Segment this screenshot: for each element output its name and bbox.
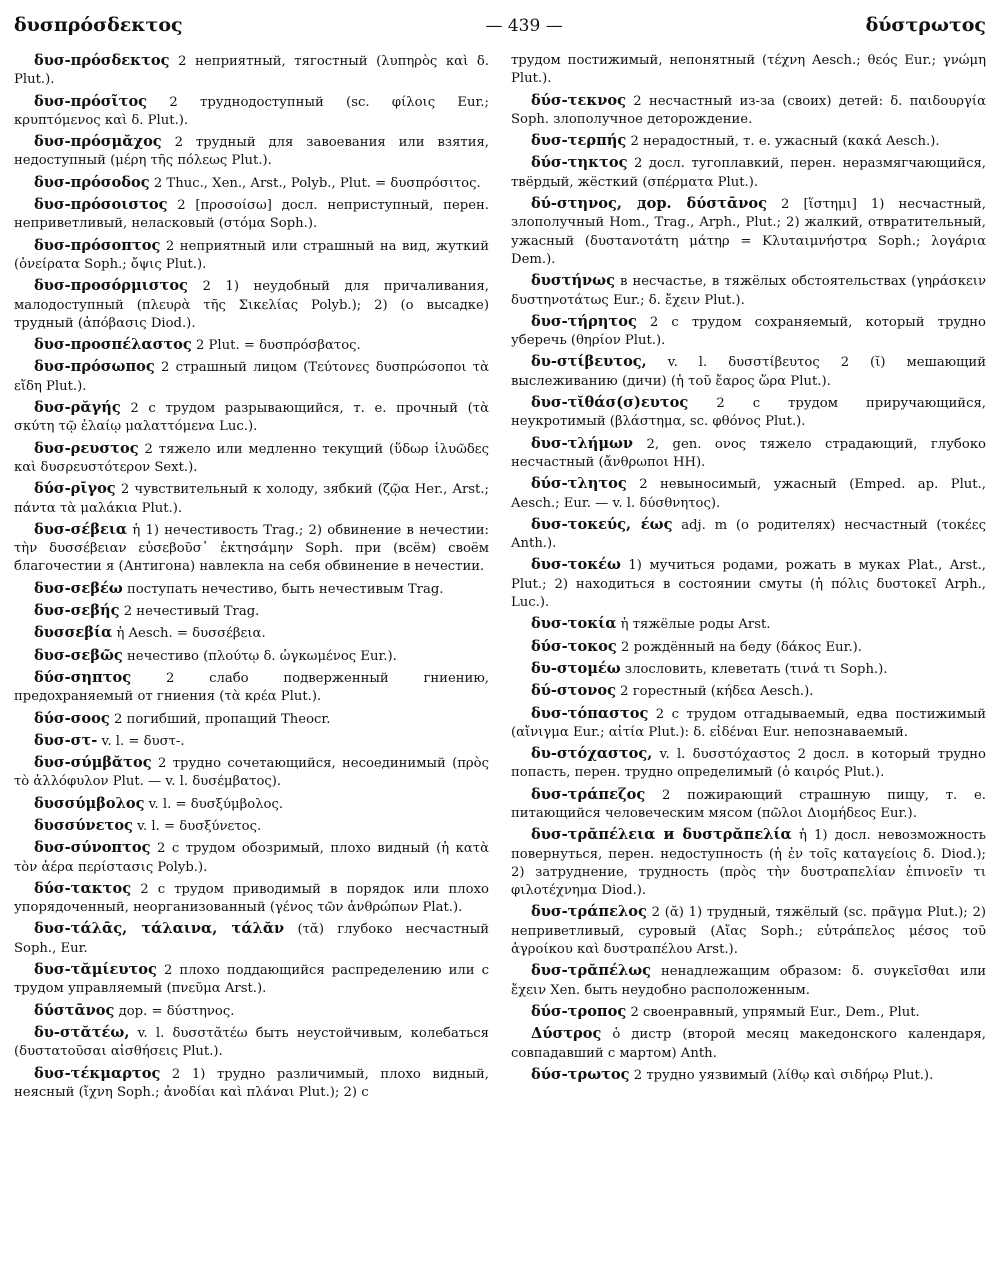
- entry-definition: 2 трудно уязвимый (λίθῳ καὶ σιδήρῳ Plut.).: [629, 1067, 934, 1083]
- dictionary-entry: [511, 195, 986, 269]
- dictionary-entry: [14, 52, 489, 90]
- dictionary-entry: [14, 754, 489, 792]
- dictionary-entry: [511, 962, 986, 1000]
- entry-headword: δύσ-σηπτος: [34, 668, 132, 686]
- entry-definition: 2 горестный (κήδεα Aesch.).: [615, 684, 814, 700]
- entry-definition: ἡ Aesch. = δυσσέβεια.: [112, 626, 266, 642]
- entry-definition: 2 [προσοίσω] досл. неприступный, перен. неприветливый, неласковый (στόμα Soph.).: [14, 198, 489, 232]
- entry-definition: v. l. = δυσξύμβολος.: [144, 796, 284, 812]
- entry-headword: δυσ-τρᾰπέλεια и δυστρᾰπελία: [531, 826, 792, 844]
- entry-headword: δυσ-πρόσδεκτος: [34, 52, 170, 69]
- entry-headword: δυ-στόχαστος,: [531, 745, 653, 763]
- entry-headword: δυ-στομέω: [531, 659, 621, 677]
- entry-headword: δυ-στίβευτος,: [531, 353, 647, 371]
- entry-definition: 2 трудно сочетающийся, несоединимый (πρὸς τὸ ἀλλόφυλον Plut. — v. l. δυσέμβατος).: [14, 756, 489, 790]
- entry-definition: ἡ тяжёлые роды Arst.: [616, 617, 771, 633]
- entry-headword: δυσ-ρευστος: [34, 439, 139, 457]
- entry-definition: 2 труднодоступный (sc. φίλοις Eur.; κρυπτόμενος καὶ δ. Plut.).: [14, 94, 489, 128]
- entry-definition: v. l. = δυστ-.: [97, 733, 185, 749]
- entry-headword: δυσ-τοκία: [531, 615, 617, 633]
- entry-definition: 2 1) неудобный для причаливания, малодоступный (πλευρὰ τῆς Σικελίας Polyb.); 2) (о высадке) трудный (ἀπόβασις Diod.).: [14, 279, 489, 331]
- entry-definition: 2 страшный лицом (Τεύτονες δυσπρώσοποι τὰ εἴδη Plut.).: [14, 360, 489, 394]
- dictionary-entry: [511, 1025, 986, 1063]
- dictionary-entry: [14, 174, 489, 193]
- entry-definition: ненадлежащим образом: δ. συγκεῖσθαι или ἔχειν Xen. быть неудобно расположенным.: [511, 964, 986, 998]
- entry-definition: 2 слабо подверженный гниению, предохраняемый от гниения (τὰ κρέα Plut.).: [14, 670, 489, 705]
- entry-headword: δυ-στᾰτέω,: [34, 1023, 130, 1041]
- entry-definition: 2 неприятный или страшный на вид, жуткий (ὀνείρατα Soph.; ὄψις Plut.).: [14, 238, 489, 272]
- dictionary-entry: [511, 1003, 986, 1022]
- entry-headword: δυσ-τέκμαρτος: [34, 1064, 161, 1082]
- entry-headword: δυσ-πρόσοδος: [34, 173, 150, 191]
- entry-headword: δύ-στονος: [531, 682, 616, 700]
- page-number: — 439 —: [485, 16, 563, 36]
- entry-definition: дор. = δύστηνος.: [114, 1003, 235, 1019]
- two-column-body: [14, 52, 986, 1105]
- entry-definition: 2 неприятный, тягостный (λυπηρὸς καὶ δ. Plut.).: [14, 54, 489, 88]
- entry-definition: ὁ дистр (второй месяц македонского календаря, совпадавший с мартом) Anth.: [511, 1027, 986, 1061]
- dictionary-entry: [14, 480, 489, 518]
- dictionary-entry: [14, 580, 489, 599]
- entry-definition: adj. m (о родителях) несчастный (τοκέες Anth.).: [511, 517, 986, 552]
- entry-definition: 2 с трудом приводимый в порядок или плохо упорядоченный, неорганизованный (γένος τῶν ἀνθρώπων Plat.).: [14, 881, 489, 916]
- dictionary-entry: [14, 920, 489, 958]
- dictionary-entry: [511, 435, 986, 473]
- entry-definition: 2 с трудом обозримый, плохо видный (ἡ κατὰ τὸν ἀέρα περίστασις Polyb.).: [14, 841, 489, 875]
- dictionary-entry: [14, 817, 489, 836]
- entry-headword: δυσ-σέβεια: [34, 520, 128, 538]
- entry-definition: 2 с трудом разрывающийся, т. е. прочный (τὰ σκύτη τῷ ἐλαίῳ μαλαττόμενα Luc.).: [14, 401, 489, 435]
- entry-headword: δυσσύνετος: [34, 816, 133, 834]
- entry-headword: δυσ-πρόσοπτος: [34, 236, 161, 254]
- entry-headword: δυσσύμβολος: [34, 794, 145, 812]
- entry-headword: δυσ-προσπέλαστος: [34, 336, 192, 354]
- entry-headword: δύσ-τακτος: [34, 879, 132, 897]
- entry-headword: δύσ-τλητος: [531, 475, 627, 493]
- entry-definition: ἡ 1) нечестивость Trag.; 2) обвинение в нечестии: τὴν δυσσέβειαν εὐσεβοῦσ᾽ ἐκτησάμην Soph. при (всём) своём благочестии я (Антигона) навлекла на себя обвинение в нечестии.: [14, 522, 489, 575]
- entry-definition: 2 своенравный, упрямый Eur., Dem., Plut.: [626, 1004, 920, 1020]
- dictionary-entry: [511, 92, 986, 130]
- entry-definition: 2 Thuc., Xen., Arst., Polyb., Plut. = δυσπρόσιτος.: [149, 175, 481, 191]
- entry-headword: δυσ-τερπής: [531, 132, 627, 150]
- entry-headword: δυσ-τοκέω: [531, 556, 621, 574]
- entry-headword: δυσ-πρόσοιστος: [34, 196, 168, 214]
- entry-headword: δύσ-ρῑγος: [34, 480, 116, 498]
- dictionary-entry: [511, 132, 986, 151]
- entry-definition: 2 несчастный из-за (своих) детей: δ. παιδουργία Soph. злополучное деторождение.: [511, 93, 986, 127]
- entry-headword: δυσ-πρόσῖτος: [34, 92, 148, 110]
- entry-definition: 2 Plut. = δυσπρόσβατος.: [191, 338, 361, 354]
- entry-headword: δυσ-τήρητος: [531, 312, 637, 330]
- entry-headword: δυσ-τᾰμίευτος: [34, 961, 157, 979]
- dictionary-entry: [511, 745, 986, 783]
- entry-definition: в несчастье, в тяжёлых обстоятельствах (γηράσκειν δυστηνοτάτως Eur.; δ. ἔχειν Plut.).: [511, 274, 986, 308]
- dictionary-entry: [511, 353, 986, 391]
- entry-definition: 2 плохо поддающийся распределению или с трудом управляемый (πνεῦμα Arst.).: [14, 963, 489, 997]
- entry-definition: 2 с трудом отгадываемый, едва постижимый (αἴνιγμα Eur.; αἰτία Plut.): δ. εἰδέναι Eur. непознаваемый.: [511, 706, 986, 740]
- entry-definition: 2 невыносимый, ужасный (Emped. ap. Plut., Aesch.; Eur. — v. l. δύσθνητος).: [511, 477, 986, 511]
- entry-headword: δυσ-τράπεζος: [531, 785, 646, 803]
- dictionary-entry: [14, 961, 489, 999]
- dictionary-entry: [14, 399, 489, 437]
- dictionary-entry: [14, 669, 489, 707]
- entry-headword: δυσ-στ-: [34, 731, 98, 749]
- dictionary-entry: [14, 358, 489, 396]
- entry-headword: δύσ-τεκνος: [531, 91, 627, 109]
- dictionary-entry: [511, 615, 986, 634]
- entry-definition: v. l. = δυσξύνετος.: [132, 818, 262, 834]
- dictionary-entry: [511, 660, 986, 679]
- dictionary-entry: [511, 394, 986, 432]
- dictionary-entry: [14, 196, 489, 234]
- entry-definition: 2, gen. ονος тяжело страдающий, глубоко несчастный (ἄνθρωποι HH).: [511, 436, 986, 470]
- entry-definition: 2 нечестивый Trag.: [119, 604, 260, 620]
- dictionary-entry: [14, 1002, 489, 1021]
- dictionary-entry: [14, 710, 489, 729]
- dictionary-entry: [511, 1066, 986, 1085]
- entry-headword: δυσ-τοκεύς, έως: [531, 515, 673, 533]
- entry-headword: δυσ-προσόρμιστος: [34, 277, 188, 295]
- right-column: [511, 52, 986, 1105]
- entry-definition: 2 погибший, пропащий Theocr.: [109, 711, 331, 727]
- dictionary-entry: [511, 826, 986, 900]
- entry-headword: δυσ-σεβής: [34, 602, 120, 620]
- entry-headword: δυσ-πρόσμᾰχος: [34, 133, 162, 151]
- entry-definition: 2 трудный для завоевания или взятия, недоступный (μέρη τῆς πόλεως Plut.).: [14, 135, 489, 169]
- entry-headword: δύσ-σοος: [34, 709, 110, 727]
- entry-headword: δυσ-τόπαστος: [531, 704, 649, 722]
- dictionary-entry: [14, 1024, 489, 1062]
- entry-headword: δύσ-τροπος: [531, 1002, 627, 1020]
- dictionary-entry: [14, 521, 489, 577]
- entry-definition: трудом постижимый, непонятный (τέχνη Aesch.; θεός Eur.; γνώμη Plut.).: [511, 53, 986, 87]
- entry-headword: δύσ-τρωτος: [531, 1065, 630, 1083]
- entry-headword: δυσ-τράπελος: [531, 903, 647, 921]
- entry-headword: δυσ-τῐθάσ(σ)ευτος: [531, 394, 689, 412]
- entry-definition: (τᾰ) глубоко несчастный Soph., Eur.: [14, 922, 489, 956]
- dictionary-entry: [14, 277, 489, 333]
- entry-headword: δύστᾱνος: [34, 1001, 115, 1019]
- entry-definition: 2 с трудом сохраняемый, который трудно уберечь (θηρίον Plut.).: [511, 314, 986, 349]
- entry-headword: δύσ-τηκτος: [531, 154, 628, 172]
- entry-headword: δυσσεβία: [34, 624, 113, 642]
- entry-headword: δυσ-τρᾰπέλως: [531, 962, 651, 980]
- running-header: [14, 14, 986, 50]
- entry-definition: нечестиво (πλούτῳ δ. ὠγκωμένος Eur.).: [122, 648, 397, 664]
- entry-headword: δυσ-πρόσωπος: [34, 358, 155, 376]
- dictionary-entry: [511, 786, 986, 824]
- dictionary-entry: [14, 624, 489, 643]
- dictionary-entry: [511, 154, 986, 192]
- entry-headword: δυσ-τάλᾱς, τάλαινα, τάλᾰν: [34, 920, 285, 938]
- entry-headword: δυσ-τλήμων: [531, 434, 634, 452]
- dictionary-entry: [14, 1065, 489, 1103]
- entry-headword: δυστήνως: [531, 272, 615, 290]
- entry-definition: 2 рождённый на беду (δάκος Eur.).: [616, 639, 862, 655]
- dictionary-entry: [511, 556, 986, 612]
- entry-definition: v. l. δυσστᾰτέω быть неустойчивым, колебаться (δυστατοῦσαι αἰσθήσεις Plut.).: [14, 1025, 489, 1060]
- dictionary-entry: [511, 272, 986, 310]
- dictionary-entry: [14, 133, 489, 171]
- dictionary-entry: [14, 336, 489, 355]
- entry-headword: δύ-στηνος, дор. δύστᾱνος: [531, 195, 767, 213]
- entry-definition: 1) мучиться родами, рожать в муках Plat., Arst., Plut.; 2) находиться в состоянии смуты (ἡ πόλις δυστοκεῖ Arph., Luc.).: [511, 558, 986, 611]
- entry-definition: 2 с трудом приручающийся, неукротимый (βλάστημα, sc. φθόνος Plut.).: [511, 396, 986, 430]
- dictionary-entry: [14, 839, 489, 877]
- entry-definition: 2 1) трудно различимый, плохо видный, неясный (ἴχνη Soph.; ἀνοδίαι καὶ πλάναι Plut.); 2) с: [14, 1066, 489, 1100]
- entry-definition: v. l. δυσστόχαστος 2 досл. в который трудно попасть, перен. трудно определимый (ὁ καιρός Plut.).: [511, 747, 986, 781]
- entry-definition: злословить, клеветать (τινά τι Soph.).: [620, 661, 888, 677]
- dictionary-entry: [14, 440, 489, 478]
- dictionary-entry: [14, 795, 489, 814]
- dictionary-entry: [14, 647, 489, 666]
- dictionary-entry: [511, 516, 986, 554]
- entry-definition: 2 тяжело или медленно текущий (ὕδωρ ἰλυῶδες καὶ δυσρευστότερον Sext.).: [14, 441, 489, 475]
- dictionary-entry: [511, 682, 986, 701]
- entry-headword: δυσ-σύνοπτος: [34, 839, 151, 857]
- entry-headword: δυσ-σεβέω: [34, 579, 123, 597]
- entry-headword: δυσ-ρᾰγής: [34, 399, 121, 417]
- entry-definition: 2 чувствительный к холоду, зябкий (ζῷα Her., Arst.; πάντα τὰ μαλάκια Plut.).: [14, 482, 489, 516]
- entry-definition: 2 пожирающий страшную пищу, т. е. питающийся человеческим мясом (πῶλοι Διομήδεος Eur.).: [511, 787, 986, 821]
- entry-headword: δυσ-σύμβᾰτος: [34, 754, 152, 772]
- dictionary-entry: [511, 475, 986, 513]
- left-column: [14, 52, 489, 1105]
- dictionary-entry: [511, 52, 986, 89]
- dictionary-entry: [511, 903, 986, 959]
- entry-definition: 2 [ἵστημι] 1) несчастный, злополучный Hom., Trag., Arph., Plut.; 2) жалкий, отвратительный, ужасный (δυστανοτάτη μάτηρ = Κλυταιμνήστρα Soph.; λογάρια Dem.).: [511, 197, 986, 267]
- entry-definition: 2 нерадостный, т. е. ужасный (κακά Aesch.).: [626, 134, 940, 150]
- header-left-headword: δυσπρόσδεκτος: [14, 14, 183, 36]
- dictionary-entry: [14, 880, 489, 918]
- dictionary-entry: [14, 93, 489, 131]
- dictionary-entry: [14, 237, 489, 275]
- entry-definition: v. l. δυσστίβευτος 2 (ῐ) мешающий выслеживанию (дичи) (ἡ τοῦ ἔαρος ὥρα Plut.).: [511, 355, 986, 389]
- dictionary-entry: [14, 732, 489, 751]
- entry-definition: ἡ 1) досл. невозможность повернуться, перен. недоступность (ἡ ἐν τοῖς καταγείοις δ. Diod.); 2) затруднение, трудность (πρὸς τὴν δυστραπελίαν ἐπινοεῖν τι φιλοτέχνημα Diod.).: [511, 828, 986, 899]
- dictionary-entry: [511, 705, 986, 743]
- dictionary-entry: [511, 313, 986, 351]
- entry-headword: δυσ-σεβῶς: [34, 646, 123, 664]
- entry-definition: поступать нечестиво, быть нечестивым Trag.: [122, 581, 444, 597]
- entry-headword: Δύστρος: [531, 1025, 602, 1043]
- dictionary-entry: [511, 638, 986, 657]
- header-right-headword: δύστρωτος: [865, 14, 986, 36]
- entry-definition: 2 (ᾰ) 1) трудный, тяжёлый (sc. πρᾶγμα Plut.); 2) неприветливый, суровый (Αἴας Soph.; εὐτράπελος μέσος τοῦ ἀγροίκου καὶ δυστραπέλου Arst.).: [511, 905, 986, 958]
- entry-definition: 2 досл. тугоплавкий, перен. неразмягчающийся, твёрдый, жёсткий (σπέρματα Plut.).: [511, 156, 986, 190]
- dictionary-entry: [14, 602, 489, 621]
- entry-headword: δύσ-τοκος: [531, 637, 617, 655]
